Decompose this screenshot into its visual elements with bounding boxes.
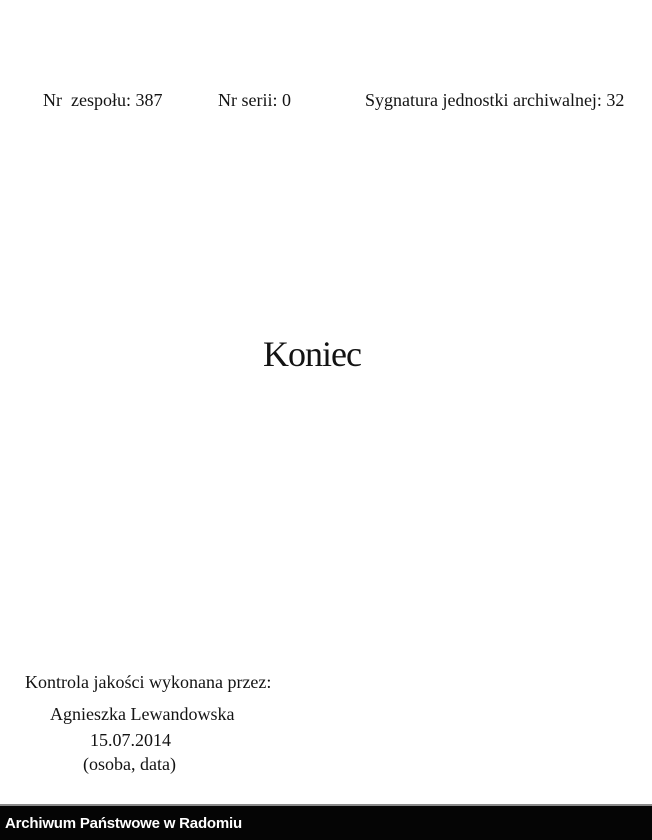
series-number-label: Nr serii: 0 — [218, 90, 291, 110]
archive-footer-bar — [0, 806, 652, 840]
end-marker-title: Koniec — [263, 334, 361, 374]
fond-number-label: Nr zespołu: 387 — [43, 90, 163, 110]
archival-unit-signature-label: Sygnatura jednostki archiwalnej: 32 — [365, 90, 625, 110]
quality-control-date: 15.07.2014 — [90, 730, 171, 750]
quality-control-person: Agnieszka Lewandowska — [50, 704, 235, 724]
quality-control-heading: Kontrola jakości wykonana przez: — [25, 672, 272, 692]
quality-control-caption: (osoba, data) — [83, 754, 176, 774]
archive-name-label: Archiwum Państwowe w Radomiu — [5, 815, 242, 832]
